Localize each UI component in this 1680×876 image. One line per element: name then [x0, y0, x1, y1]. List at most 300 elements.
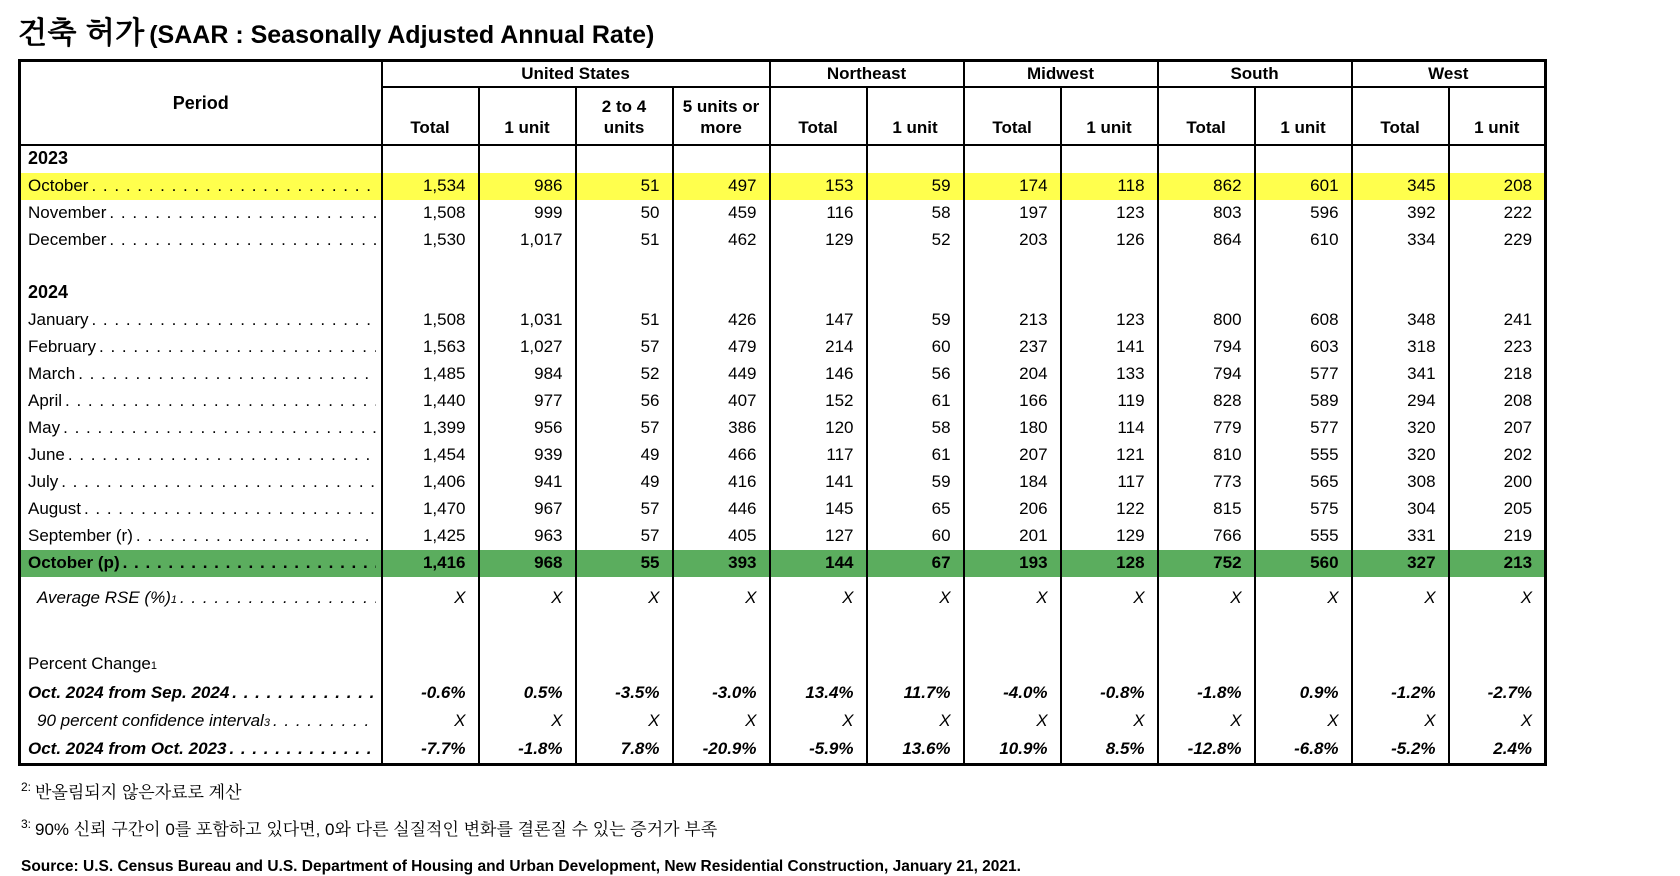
- value-cell: -5.2%: [1352, 735, 1449, 764]
- period-label: November: [28, 203, 107, 222]
- value-cell: 153: [770, 173, 867, 200]
- period-cell: [20, 227, 382, 254]
- value-cell: [1449, 254, 1546, 280]
- value-cell: 141: [1061, 334, 1158, 361]
- value-cell: 577: [1255, 415, 1352, 442]
- value-cell: X: [1352, 707, 1449, 735]
- value-cell: X: [1449, 707, 1546, 735]
- value-cell: [673, 646, 770, 678]
- value-cell: 392: [1352, 200, 1449, 227]
- period-label: July: [28, 472, 59, 491]
- period-label: May: [28, 418, 61, 437]
- value-cell: [1449, 145, 1546, 173]
- footnote-2: [21, 778, 1680, 803]
- value-cell: 117: [770, 442, 867, 469]
- value-cell: 555: [1255, 523, 1352, 550]
- value-cell: 117: [1061, 469, 1158, 496]
- period-cell: [20, 496, 382, 523]
- value-cell: 223: [1449, 334, 1546, 361]
- period-cell: [20, 200, 382, 227]
- value-cell: 67: [867, 550, 964, 577]
- value-cell: 426: [673, 307, 770, 334]
- value-cell: X: [1158, 577, 1255, 612]
- value-cell: 577: [1255, 361, 1352, 388]
- value-cell: 59: [867, 173, 964, 200]
- value-cell: 129: [770, 227, 867, 254]
- value-cell: [1255, 280, 1352, 307]
- period-cell: [20, 361, 382, 388]
- value-cell: 1,027: [479, 334, 576, 361]
- value-cell: 864: [1158, 227, 1255, 254]
- value-cell: 459: [673, 200, 770, 227]
- value-cell: 59: [867, 469, 964, 496]
- period-cell: [20, 442, 382, 469]
- value-cell: 56: [576, 388, 673, 415]
- value-cell: 308: [1352, 469, 1449, 496]
- value-cell: -1.2%: [1352, 678, 1449, 707]
- period-label: 2024: [28, 282, 69, 302]
- period-cell: [20, 469, 382, 496]
- period-label: August: [28, 499, 81, 518]
- value-cell: 1,563: [382, 334, 479, 361]
- value-cell: [770, 280, 867, 307]
- value-cell: 304: [1352, 496, 1449, 523]
- value-cell: 207: [1449, 415, 1546, 442]
- column-header-us-5plus: 5 units or more: [673, 87, 770, 145]
- period-label: April: [28, 391, 63, 410]
- column-header-mw-total: Total: [964, 87, 1061, 145]
- column-header-ne-1unit: 1 unit: [867, 87, 964, 145]
- value-cell: [673, 280, 770, 307]
- value-cell: 51: [576, 173, 673, 200]
- value-cell: [770, 646, 867, 678]
- period-label: January: [28, 310, 89, 329]
- table-row: [20, 307, 1546, 334]
- value-cell: [576, 646, 673, 678]
- period-label: June: [28, 445, 65, 464]
- dotted-leader: [91, 176, 375, 196]
- period-label: 90 percent confidence interval: [37, 711, 264, 730]
- value-cell: 49: [576, 442, 673, 469]
- value-cell: 560: [1255, 550, 1352, 577]
- dotted-leader: [109, 230, 375, 250]
- value-cell: 320: [1352, 415, 1449, 442]
- column-header-ne-total: Total: [770, 87, 867, 145]
- value-cell: [867, 145, 964, 173]
- value-cell: 331: [1352, 523, 1449, 550]
- table-row: [20, 254, 1546, 280]
- value-cell: 201: [964, 523, 1061, 550]
- value-cell: [576, 612, 673, 646]
- value-cell: 1,406: [382, 469, 479, 496]
- value-cell: X: [964, 707, 1061, 735]
- value-cell: [1255, 646, 1352, 678]
- value-cell: [770, 145, 867, 173]
- value-cell: 147: [770, 307, 867, 334]
- value-cell: 208: [1449, 173, 1546, 200]
- column-header-w-1unit: 1 unit: [1449, 87, 1546, 145]
- value-cell: 218: [1449, 361, 1546, 388]
- value-cell: 58: [867, 200, 964, 227]
- value-cell: 1,508: [382, 307, 479, 334]
- value-cell: 60: [867, 334, 964, 361]
- dotted-leader: [63, 418, 375, 438]
- value-cell: 133: [1061, 361, 1158, 388]
- value-cell: -4.0%: [964, 678, 1061, 707]
- value-cell: 393: [673, 550, 770, 577]
- value-cell: 334: [1352, 227, 1449, 254]
- value-cell: [382, 254, 479, 280]
- period-cell: [20, 280, 382, 307]
- dotted-leader: [273, 711, 376, 731]
- value-cell: 803: [1158, 200, 1255, 227]
- value-cell: X: [1255, 707, 1352, 735]
- group-header-west: West: [1352, 61, 1546, 88]
- value-cell: 120: [770, 415, 867, 442]
- value-cell: [673, 254, 770, 280]
- table-row: [20, 646, 1546, 678]
- value-cell: 1,470: [382, 496, 479, 523]
- table-row: [20, 200, 1546, 227]
- value-cell: 11.7%: [867, 678, 964, 707]
- value-cell: 59: [867, 307, 964, 334]
- value-cell: 51: [576, 307, 673, 334]
- table-body: [20, 145, 1546, 764]
- value-cell: [576, 145, 673, 173]
- value-cell: [1449, 612, 1546, 646]
- value-cell: [1061, 612, 1158, 646]
- period-cell: [20, 523, 382, 550]
- page-title-subtitle: (SAAR : Seasonally Adjusted Annual Rate): [149, 21, 655, 49]
- value-cell: 61: [867, 388, 964, 415]
- value-cell: -7.7%: [382, 735, 479, 764]
- value-cell: 603: [1255, 334, 1352, 361]
- column-header-us-1unit: 1 unit: [479, 87, 576, 145]
- group-header-northeast: Northeast: [770, 61, 964, 88]
- value-cell: 327: [1352, 550, 1449, 577]
- value-cell: X: [964, 577, 1061, 612]
- value-cell: -1.8%: [1158, 678, 1255, 707]
- table-row: [20, 469, 1546, 496]
- period-label: February: [28, 337, 97, 356]
- table-row: [20, 145, 1546, 173]
- value-cell: 202: [1449, 442, 1546, 469]
- value-cell: 204: [964, 361, 1061, 388]
- value-cell: 200: [1449, 469, 1546, 496]
- value-cell: 128: [1061, 550, 1158, 577]
- value-cell: 49: [576, 469, 673, 496]
- value-cell: X: [673, 577, 770, 612]
- value-cell: 61: [867, 442, 964, 469]
- value-cell: X: [770, 577, 867, 612]
- table-row: [20, 415, 1546, 442]
- value-cell: 386: [673, 415, 770, 442]
- period-cell: [20, 145, 382, 173]
- period-cell: Percent Change 1: [20, 646, 382, 678]
- value-cell: 222: [1449, 200, 1546, 227]
- value-cell: 1,454: [382, 442, 479, 469]
- page-title: [18, 8, 1680, 52]
- value-cell: 963: [479, 523, 576, 550]
- dotted-leader: [91, 310, 375, 330]
- column-header-s-1unit: 1 unit: [1255, 87, 1352, 145]
- value-cell: 57: [576, 415, 673, 442]
- period-cell: [20, 550, 382, 577]
- value-cell: 446: [673, 496, 770, 523]
- value-cell: 601: [1255, 173, 1352, 200]
- dotted-leader: [99, 337, 375, 357]
- value-cell: 939: [479, 442, 576, 469]
- period-cell: [20, 612, 382, 646]
- value-cell: -12.8%: [1158, 735, 1255, 764]
- table-row: [20, 442, 1546, 469]
- value-cell: [867, 254, 964, 280]
- period-cell: [20, 735, 382, 764]
- dotted-leader: [78, 364, 375, 384]
- value-cell: 479: [673, 334, 770, 361]
- value-cell: 752: [1158, 550, 1255, 577]
- value-cell: 144: [770, 550, 867, 577]
- value-cell: 984: [479, 361, 576, 388]
- value-cell: 800: [1158, 307, 1255, 334]
- value-cell: 119: [1061, 388, 1158, 415]
- value-cell: [1352, 280, 1449, 307]
- value-cell: 152: [770, 388, 867, 415]
- value-cell: 7.8%: [576, 735, 673, 764]
- table-row: [20, 523, 1546, 550]
- value-cell: 1,416: [382, 550, 479, 577]
- value-cell: [1061, 646, 1158, 678]
- period-label: October: [28, 176, 89, 195]
- dotted-leader: [123, 553, 376, 573]
- value-cell: 610: [1255, 227, 1352, 254]
- value-cell: 118: [1061, 173, 1158, 200]
- column-header-s-total: Total: [1158, 87, 1255, 145]
- column-header-us-2to4: 2 to 4 units: [576, 87, 673, 145]
- value-cell: 50: [576, 200, 673, 227]
- value-cell: 0.5%: [479, 678, 576, 707]
- value-cell: [964, 280, 1061, 307]
- value-cell: 968: [479, 550, 576, 577]
- value-cell: -1.8%: [479, 735, 576, 764]
- table-row: [20, 280, 1546, 307]
- value-cell: X: [867, 577, 964, 612]
- value-cell: 345: [1352, 173, 1449, 200]
- dotted-leader: [136, 526, 376, 546]
- value-cell: 213: [1449, 550, 1546, 577]
- dotted-leader: [109, 203, 375, 223]
- value-cell: 8.5%: [1061, 735, 1158, 764]
- group-header-south: South: [1158, 61, 1352, 88]
- period-label: 2023: [28, 148, 69, 168]
- value-cell: [479, 254, 576, 280]
- value-cell: [1158, 254, 1255, 280]
- value-cell: [1255, 612, 1352, 646]
- value-cell: [1449, 280, 1546, 307]
- value-cell: 1,485: [382, 361, 479, 388]
- value-cell: 986: [479, 173, 576, 200]
- value-cell: X: [576, 577, 673, 612]
- value-cell: [964, 254, 1061, 280]
- value-cell: 497: [673, 173, 770, 200]
- value-cell: X: [1352, 577, 1449, 612]
- dotted-leader: [84, 499, 376, 519]
- table-row: [20, 678, 1546, 707]
- page-title-korean: 건축 허가: [18, 17, 145, 50]
- value-cell: 145: [770, 496, 867, 523]
- value-cell: 977: [479, 388, 576, 415]
- value-cell: 114: [1061, 415, 1158, 442]
- value-cell: 2.4%: [1449, 735, 1546, 764]
- value-cell: 174: [964, 173, 1061, 200]
- value-cell: 219: [1449, 523, 1546, 550]
- dotted-leader: [229, 739, 375, 759]
- value-cell: [1352, 145, 1449, 173]
- value-cell: 341: [1352, 361, 1449, 388]
- value-cell: 208: [1449, 388, 1546, 415]
- value-cell: 956: [479, 415, 576, 442]
- value-cell: 56: [867, 361, 964, 388]
- group-header-united-states: United States: [382, 61, 770, 88]
- period-label: September (r): [28, 526, 133, 545]
- footnote-2-text: 반올림되지 않은자료로 계산: [35, 782, 242, 802]
- value-cell: 127: [770, 523, 867, 550]
- value-cell: X: [1061, 707, 1158, 735]
- value-cell: [770, 254, 867, 280]
- value-cell: 129: [1061, 523, 1158, 550]
- value-cell: [576, 254, 673, 280]
- value-cell: 320: [1352, 442, 1449, 469]
- table-row: [20, 550, 1546, 577]
- value-cell: 555: [1255, 442, 1352, 469]
- value-cell: 51: [576, 227, 673, 254]
- value-cell: [673, 145, 770, 173]
- value-cell: 766: [1158, 523, 1255, 550]
- value-cell: 60: [867, 523, 964, 550]
- table-row: [20, 361, 1546, 388]
- footnote-3: [21, 815, 1680, 840]
- value-cell: [1061, 280, 1158, 307]
- footnote-3-text: 90% 신뢰 구간이 0를 포함하고 있다면, 0와 다른 실질적인 변화를 결론질 수 있는 증거가 부족: [35, 819, 718, 839]
- value-cell: -0.8%: [1061, 678, 1158, 707]
- value-cell: 1,530: [382, 227, 479, 254]
- period-label: Oct. 2024 from Oct. 2023: [28, 738, 227, 758]
- value-cell: 318: [1352, 334, 1449, 361]
- value-cell: [1352, 254, 1449, 280]
- table-row: [20, 577, 1546, 612]
- value-cell: 810: [1158, 442, 1255, 469]
- value-cell: [964, 612, 1061, 646]
- value-cell: [479, 280, 576, 307]
- value-cell: [1255, 145, 1352, 173]
- value-cell: -3.0%: [673, 678, 770, 707]
- value-cell: 13.6%: [867, 735, 964, 764]
- period-cell: [20, 254, 382, 280]
- value-cell: 1,425: [382, 523, 479, 550]
- value-cell: [1158, 280, 1255, 307]
- source-citation: Source: U.S. Census Bureau and U.S. Department of Housing and Urban Development, New Residential Construction, January 21, 2021.: [21, 857, 1021, 875]
- value-cell: X: [382, 707, 479, 735]
- value-cell: 773: [1158, 469, 1255, 496]
- column-header-period: Period: [20, 61, 382, 146]
- value-cell: 126: [1061, 227, 1158, 254]
- value-cell: 13.4%: [770, 678, 867, 707]
- table-row: [20, 735, 1546, 764]
- value-cell: 146: [770, 361, 867, 388]
- value-cell: -6.8%: [1255, 735, 1352, 764]
- value-cell: [1061, 254, 1158, 280]
- period-label: December: [28, 230, 107, 249]
- value-cell: 967: [479, 496, 576, 523]
- value-cell: [479, 145, 576, 173]
- period-label: Oct. 2024 from Sep. 2024: [28, 683, 230, 702]
- value-cell: [479, 612, 576, 646]
- value-cell: 57: [576, 334, 673, 361]
- value-cell: [1352, 646, 1449, 678]
- period-cell: 90 percent confidence interval 3 . . .: [20, 707, 382, 735]
- value-cell: 0.9%: [1255, 678, 1352, 707]
- value-cell: 462: [673, 227, 770, 254]
- value-cell: 466: [673, 442, 770, 469]
- table-row: [20, 227, 1546, 254]
- value-cell: 58: [867, 415, 964, 442]
- value-cell: 1,399: [382, 415, 479, 442]
- value-cell: -5.9%: [770, 735, 867, 764]
- value-cell: [1255, 254, 1352, 280]
- table-row: [20, 388, 1546, 415]
- value-cell: 206: [964, 496, 1061, 523]
- period-cell: [20, 388, 382, 415]
- period-label: March: [28, 364, 76, 383]
- table-header: [20, 61, 1546, 146]
- value-cell: [576, 280, 673, 307]
- period-label: Percent Change: [28, 654, 151, 673]
- value-cell: 1,534: [382, 173, 479, 200]
- footnotes: [18, 778, 1680, 876]
- value-cell: [1158, 612, 1255, 646]
- value-cell: 116: [770, 200, 867, 227]
- table-row: [20, 334, 1546, 361]
- value-cell: 294: [1352, 388, 1449, 415]
- value-cell: [382, 646, 479, 678]
- column-header-us-total: Total: [382, 87, 479, 145]
- value-cell: 184: [964, 469, 1061, 496]
- value-cell: [867, 280, 964, 307]
- value-cell: X: [673, 707, 770, 735]
- period-cell: Average RSE (%) 1 . . .: [20, 577, 382, 612]
- footnote-3-marker: 3:: [21, 816, 32, 831]
- value-cell: 608: [1255, 307, 1352, 334]
- value-cell: [382, 145, 479, 173]
- value-cell: 141: [770, 469, 867, 496]
- table-row: [20, 496, 1546, 523]
- value-cell: 348: [1352, 307, 1449, 334]
- value-cell: 57: [576, 523, 673, 550]
- value-cell: X: [1255, 577, 1352, 612]
- value-cell: [673, 612, 770, 646]
- value-cell: 237: [964, 334, 1061, 361]
- period-cell: [20, 173, 382, 200]
- value-cell: 197: [964, 200, 1061, 227]
- value-cell: 213: [964, 307, 1061, 334]
- value-cell: [479, 646, 576, 678]
- value-cell: X: [1449, 577, 1546, 612]
- dotted-leader: [68, 445, 376, 465]
- value-cell: 57: [576, 496, 673, 523]
- table-row: [20, 173, 1546, 200]
- value-cell: 794: [1158, 361, 1255, 388]
- column-header-mw-1unit: 1 unit: [1061, 87, 1158, 145]
